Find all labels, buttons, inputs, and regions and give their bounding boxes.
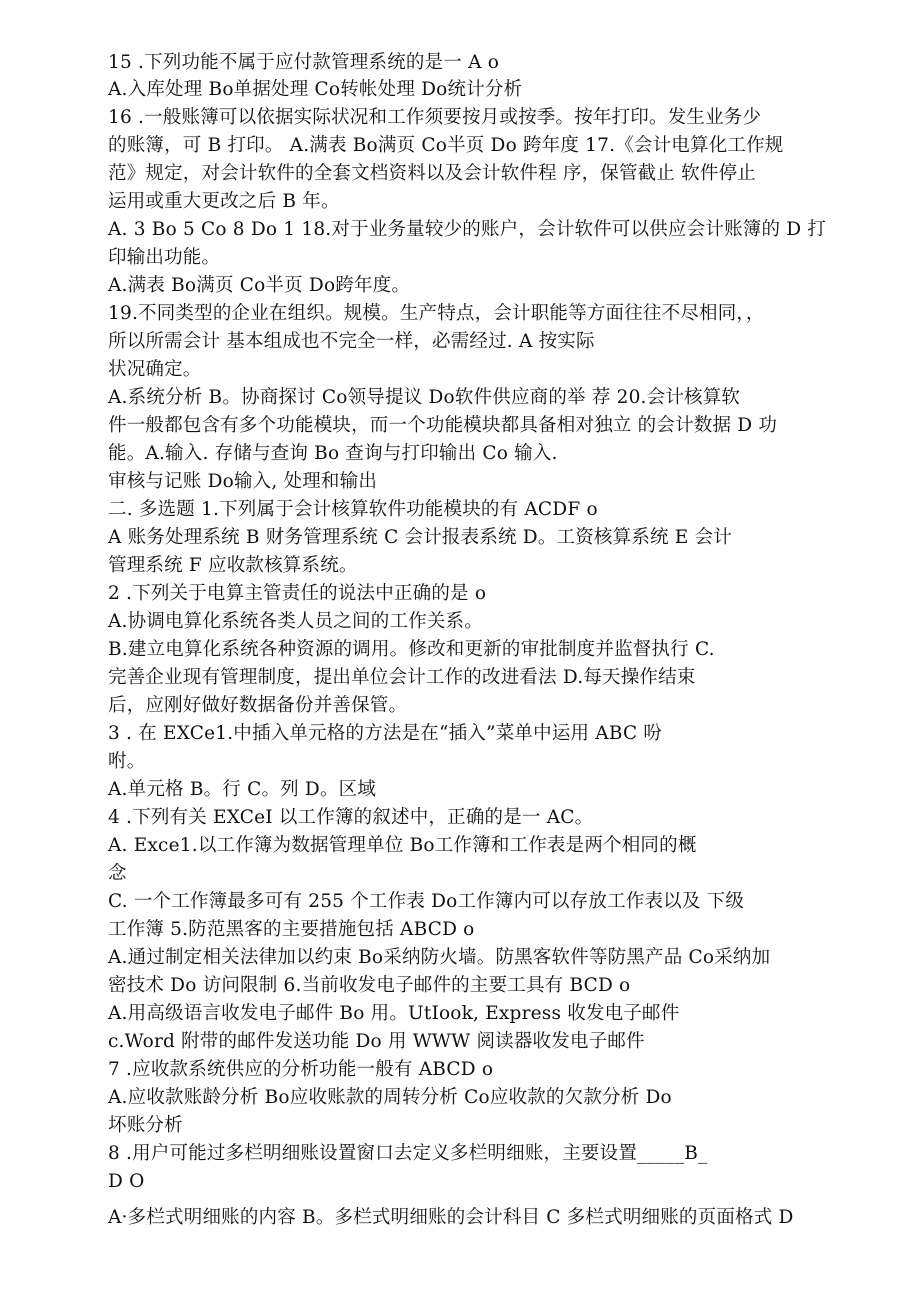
text-line: 印输出功能。	[108, 247, 221, 268]
text-line: 所以所需会计 基本组成也不完全一样，必需经过. A 按实际	[108, 331, 595, 352]
text-line: A.协调电算化系统各类人员之间的工作关系。	[108, 611, 483, 632]
text-line: 后，应刚好做好数据备份并善保管。	[108, 695, 408, 716]
text-line: A 账务处理系统 B 财务管理系统 C 会计报表系统 D。工资核算系统 E 会计	[108, 527, 732, 548]
section-heading: 二. 多选题 1.下列属于会计核算软件功能模块的有 ACDF o	[108, 499, 598, 520]
text-line: 8 .用户可能过多栏明细账设置窗口去定义多栏明细账，主要设置_____B_	[108, 1143, 708, 1164]
text-line: 16 .一般账簿可以依据实际状况和工作须要按月或按季。按年打印。发生业务少	[108, 107, 762, 128]
text-line: 念	[108, 863, 127, 884]
text-line: C. 一个工作簿最多可有 255 个工作表 Do工作簿内可以存放工作表以及 下级	[108, 891, 745, 912]
text-line: 2 .下列关于电算主管责任的说法中正确的是 o	[108, 583, 487, 604]
text-line: A.单元格 B。行 C。列 D。区域	[108, 779, 377, 800]
text-line: 运用或重大更改之后 B 年。	[108, 191, 340, 212]
text-line: 4 .下列有关 EXCeI 以工作簿的叙述中，正确的是一 AC。	[108, 807, 594, 828]
text-line: A. Exce1.以工作簿为数据管理单位 Bo工作簿和工作表是两个相同的概	[108, 835, 697, 856]
text-line: 的账簿，可 B 打印。 A.满表 Bo满页 Co半页 Do 跨年度 17.《会计电算化工作规	[108, 135, 784, 156]
text-line: 件一般都包含有多个功能模块，而一个功能模块都具备相对独立 的会计数据 D 功	[108, 415, 778, 436]
text-line: 审核与记账 Do输入, 处理和输出	[108, 471, 378, 492]
text-line: 状况确定。	[108, 359, 202, 380]
text-line: 管理系统 F 应收款核算系统。	[108, 555, 358, 576]
text-line: 咐。	[108, 751, 146, 772]
text-line: A.系统分析 B。协商探讨 Co领导提议 Do软件供应商的举 荐 20.会计核算软	[108, 387, 741, 408]
text-line: D O	[108, 1171, 145, 1192]
text-line: A.通过制定相关法律加以约束 Bo采纳防火墙。防黑客软件等防黑产品 Co采纳加	[108, 947, 771, 968]
text-line: A. 3 Bo 5 Co 8 Do 1 18.对于业务量较少的账户，会计软件可以供应会计账簿的 D 打	[108, 219, 827, 240]
text-line: A.满表 Bo满页 Co半页 Do跨年度。	[108, 275, 411, 296]
text-line: 工作簿 5.防范黑客的主要措施包括 ABCD o	[108, 919, 475, 940]
text-line: 完善企业现有管理制度，提出单位会计工作的改进看法 D.每天操作结束	[108, 667, 696, 688]
text-line: 能。A.输入. 存储与查询 Bo 查询与打印输出 Co 输入.	[108, 443, 558, 464]
text-line: B.建立电算化系统各种资源的调用。修改和更新的审批制度并监督执行 C.	[108, 639, 715, 660]
text-line: 7 .应收款系统供应的分析功能一般有 ABCD o	[108, 1059, 494, 1080]
text-line: A.入库处理 Bo单据处理 Co转帐处理 Do统计分析	[108, 79, 523, 100]
text-line: 坏账分析	[108, 1115, 183, 1136]
text-line: 3 . 在 EXCe1.中插入单元格的方法是在“插入”菜单中运用 ABC 吩	[108, 723, 663, 744]
text-line: A.用高级语言收发电子邮件 Bo 用。UtIook, Express 收发电子邮件	[108, 1003, 680, 1024]
text-line: 密技术 Do 访问限制 6.当前收发电子邮件的主要工具有 BCD o	[108, 975, 631, 996]
text-line: 19.不同类型的企业在组织。规模。生产特点，会计职能等方面往往不尽相同，，	[108, 303, 765, 324]
text-line: c.Word 附带的邮件发送功能 Do 用 WWW 阅读器收发电子邮件	[108, 1031, 645, 1052]
text-line: A.应收款账龄分析 Bo应收账款的周转分析 Co应收款的欠款分析 Do	[108, 1087, 672, 1108]
text-line: 15 .下列功能不属于应付款管理系统的是一 A o	[108, 52, 500, 73]
text-line: A·多栏式明细账的内容 B。多栏式明细账的会计科目 C 多栏式明细账的页面格式 D	[108, 1207, 794, 1228]
text-line: 范》规定，对会计软件的全套文档资料以及会计软件程 序，保管截止 软件停止	[108, 163, 756, 184]
